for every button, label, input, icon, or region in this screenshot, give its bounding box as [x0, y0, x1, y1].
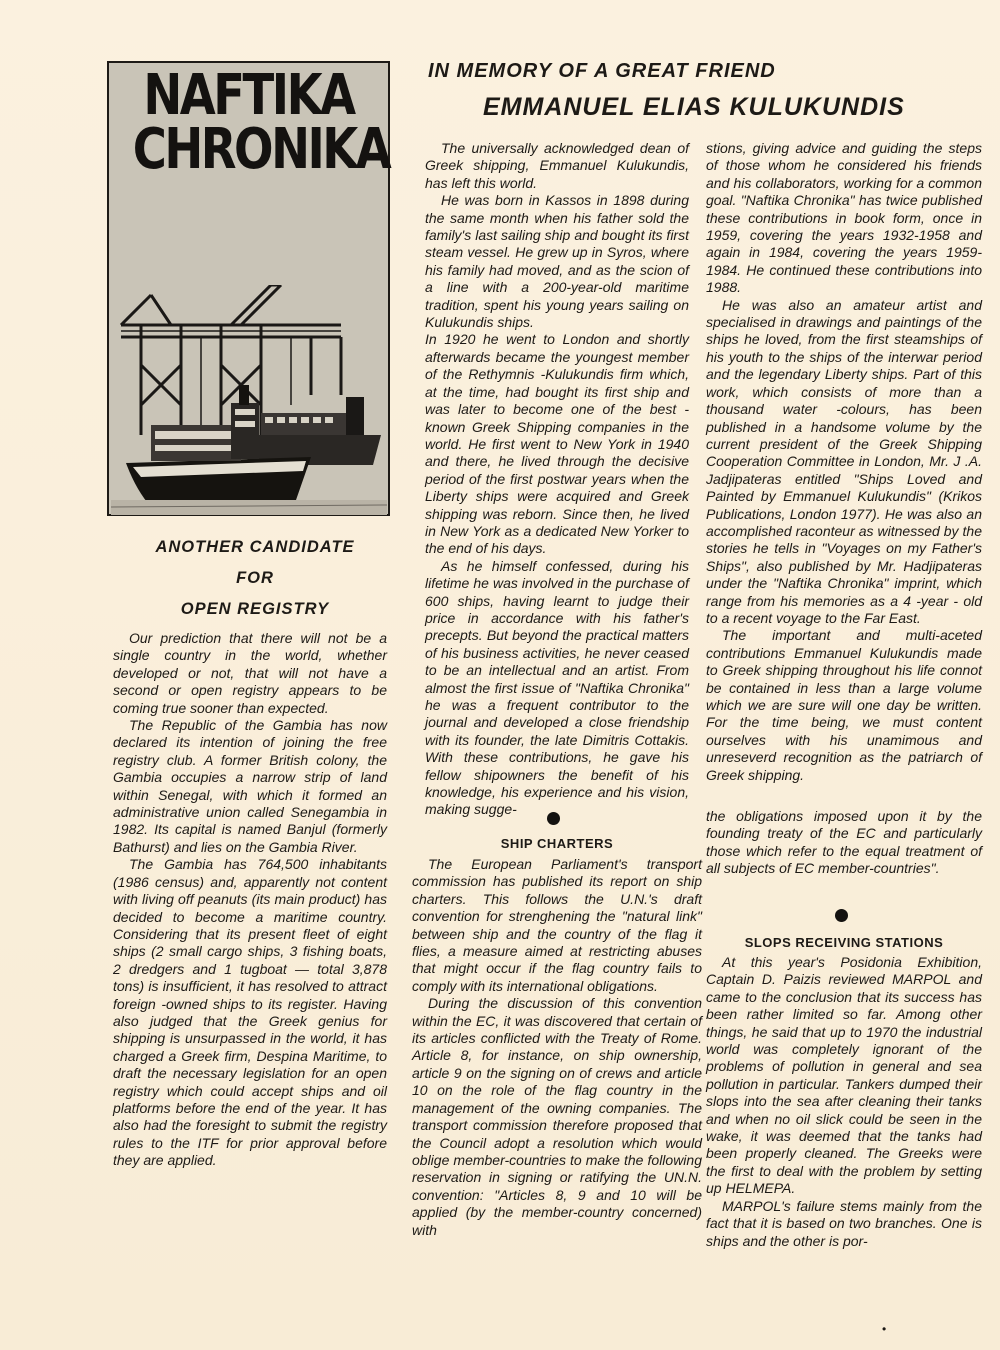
- article-headline: EMMANUEL ELIAS KULUKUNDIS: [483, 93, 905, 121]
- main-col2-paragraph: The important and multi-aceted contributions Emmanuel Kulukundis made to Greek shipping throughout his life connot be contained in less than a large volume which we are sure will one day be written. For the time being, we must content ourselves with his unamimous and unreseverd recognition as the patriarch of Greek shipping.: [706, 627, 982, 783]
- charters-col1: [412, 856, 702, 1239]
- masthead-line1: NAFTIKA: [143, 63, 354, 128]
- registry-title: [110, 532, 400, 625]
- main-article-col1: [425, 140, 689, 819]
- slops-title: SLOPS RECEIVING STATIONS: [744, 935, 944, 950]
- masthead-line2: CHRONIKA: [132, 117, 390, 182]
- main-col2-paragraph: stions, giving advice and guiding the steps of those whom he considered his friends and his collaborators, working for a common goal. "Naftika Chronika" has twice published these contributions in book form, once in 1959, covering the years 1932-1958 and again in 1984, covering the years 1959-1984. He continued these contributions into 1988.: [706, 140, 982, 296]
- slops-article-body: [706, 954, 982, 1250]
- registry-paragraph: The Republic of the Gambia has now declared its intention of joining the free registry club. A former British colony, the Gambia occupies a narrow strip of land within Senegal, with which it formed an administrative union called Senegambia in 1982. Its capital is named Banjul (formerly Bathurst) and lies on the Gambia River.: [113, 717, 387, 855]
- slops-paragraph: At this year's Posidonia Exhibition, Captain D. Paizis reviewed MARPOL and came to the conclusion that its success has been rather limited so far. Among other things, he said that up to 1970 the industrial world was completely ignorant of the problems of pollution in general and sea pollution in particular. Tankers dumped their slops into the sea after cleaning their tanks and when no oil slick could be seen in the wake, it was deemed that the tanks had been properly cleaned. The Greeks were the first to deal with the problem by setting up HELMEPA.: [706, 954, 982, 1197]
- charters-title: SHIP CHARTERS: [500, 836, 614, 851]
- registry-title-line: FOR: [236, 569, 274, 587]
- section-bullet-icon: [547, 812, 560, 825]
- masthead-logo: [107, 61, 390, 516]
- registry-title-line: OPEN REGISTRY: [180, 600, 330, 618]
- registry-paragraph: The Gambia has 764,500 inhabitants (1986 census) and, apparently not content with living off peanuts (its main product) has decided to become a maritime country. Considering that its present fleet of eight ships (2 small cargo ships, 3 fishing boats, 2 dredgers and 1 tugboat — total 3,878 tons) is insufficient, it has resolved to attract foreign -owned ships to its register. Having also judged that the Greek genius for shipping is unsurpassed in the world, it has charged a Greek firm, Despina Maritime, to draft the necessary legislation for an open registry which could accept ships and oil platforms before the end of the year. It has also had the foresight to submit the registry rules to the ITF for prior approval before they are applied.: [113, 856, 387, 1169]
- section-bullet-icon: [835, 909, 848, 922]
- registry-title-line: ANOTHER CANDIDATE: [155, 538, 355, 556]
- slops-paragraph: MARPOL's failure stems mainly from the fact that it is based on two branches. One is ships and the other is por-: [706, 1197, 982, 1249]
- main-col1-paragraph: The universally acknowledged dean of Greek shipping, Emmanuel Kulukundis, has left this world.: [425, 140, 689, 191]
- registry-paragraph: Our prediction that there will not be a single country in the world, whether developed or not, that will not have a second or open registry appears to be coming true sooner than expected.: [113, 630, 387, 716]
- charters-col2: [706, 808, 982, 878]
- main-col2-paragraph: He was also an amateur artist and specialised in drawings and paintings of the ships he loved, from the first steamships of his youth to the ships of the interwar period and the legendary Liberty ships. Part of this work, which consists of more than a thousand water -colours, has been published in a handsome volume by the current president of the Greek Shipping Cooperation Committee in London, Mr. J .A. Jadjipateras entitled "Ships Loved and Painted by Emmanuel Kulukundis" (Krikos Publications, London 1977). He was also an accomplished raconteur as witnessed by the stories he tells in "Voyages on my Father's Ships", also published by Mr. Hadjipateras under the "Naftika Chronika" imprint, which range from his memories as a 4 -year - old to a recent voyage to the Far East.: [706, 296, 982, 626]
- article-kicker: IN MEMORY OF A GREAT FRIEND: [428, 60, 776, 82]
- charters-paragraph: The European Parliament's transport commission has published its report on ship charters. This follows the U.N.'s draft convention for strenghening the "natural link" between ship and the country of the flag it flies, a measure aimed at restricting abuses that might occur if the flag country fails to comply with its international obligations.: [412, 856, 702, 994]
- main-col1-paragraph: He was born in Kassos in 1898 during the same month when his father sold the family's last sailing ship and bought its first steam vessel. He grew up in Syros, where his family had moved, and as the scion of a line with a 200-year-old maritime tradition, spent his young years sailing on Kulukundis ships.: [425, 192, 689, 331]
- ship-crane-illustration: [111, 285, 387, 515]
- main-article-col2: [706, 140, 982, 784]
- masthead-title: [132, 63, 390, 182]
- registry-article-body: [113, 630, 387, 1170]
- main-col1-paragraph: As he himself confessed, during his lifetime he was involved in the purchase of 600 ships, having learnt to judge their price in accordance with his father's precepts. But beyond the practical matters of his business activities, he never ceased to be an intellectual and an artist. From almost the first issue of "Naftika Chronika" he was a frequent contributor to the journal and developed a close friendship with its founder, the late Dimitris Cottakis. With these contributions, he gave his fellow shipowners the benefit of his knowledge, his experience and his vision, making sugge-: [425, 557, 689, 818]
- charters-paragraph: During the discussion of this convention within the EC, it was discovered that certain of its articles conflicted with the Treaty of Rome. Article 8, for instance, on ship ownership, article 9 on the signing on of crews and article 10 on the role of the flag country in the management of the owning companies. The transport commission therefore proposed that the Council adopt a resolution which would oblige member-countries to make the following reservation in signing or ratifying the UN.N. convention: "Articles 8, 9 and 10 will be applied (by the member-country concerned) with: [412, 995, 702, 1238]
- charters-paragraph: the obligations imposed upon it by the founding treaty of the EC and particularly those which refer to the equal treatment of all subjects of EC member-countries".: [706, 808, 982, 877]
- main-col1-paragraph: In 1920 he went to London and shortly afterwards became the youngest member of the Rethymnis -Kulukundis firm which, at the time, had bought its first ship and was later to become one of the best -known Greek Shipping companies in the world. He first went to New York in 1940 and there, he lived through the decisive period of the first postwar years when the Liberty ships were acquired and Greek shipping was reborn. Since then, he lived in New York as a dedicated New Yorker to the end of his days.: [425, 331, 689, 557]
- page-speck: •: [882, 1322, 887, 1336]
